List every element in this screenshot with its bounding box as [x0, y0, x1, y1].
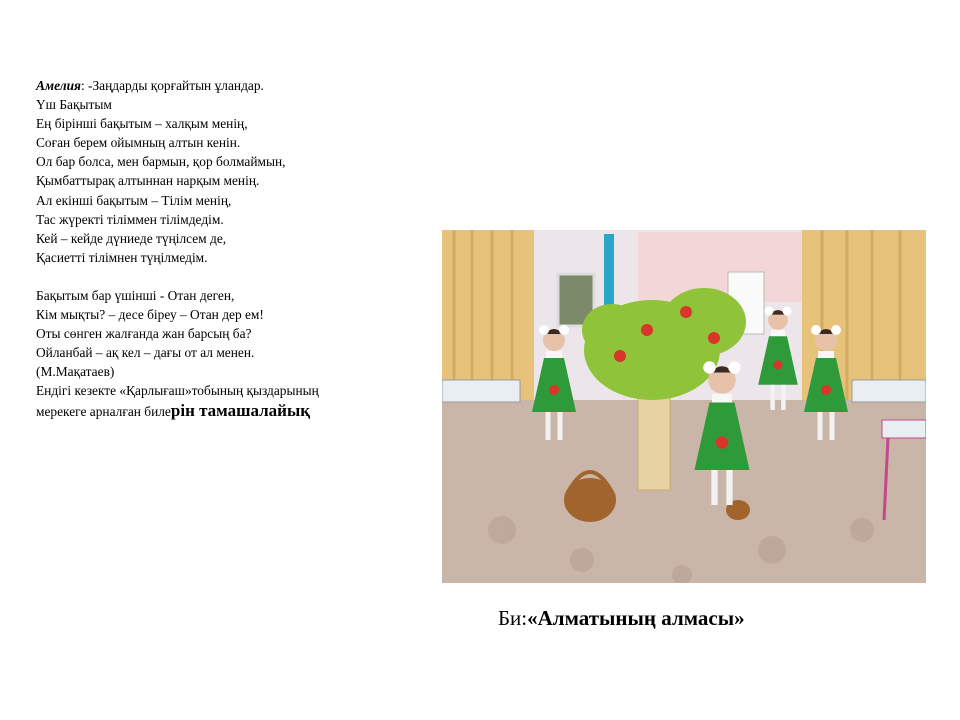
photo-illustration	[442, 230, 926, 583]
poem-line: Оты сөнген жалғанда жан барсың ба?	[36, 326, 252, 342]
poem-line: Ендігі кезекте «Қарлығаш»тобының қыздарының	[36, 383, 319, 399]
poem-line: Ал екінші бақытым – Тілім менің,	[36, 192, 232, 208]
poem-line: Ойланбай – ақ кел – дағы от ал менен.	[36, 345, 255, 361]
poem-line: Қымбаттырақ алтыннан нарқым менің.	[36, 173, 260, 189]
carpet	[442, 400, 926, 583]
poem-line: Соған берем ойымның алтын кенін.	[36, 135, 241, 151]
poem-line: Қасиетті тілімнен түңілмедім.	[36, 249, 208, 265]
caption-title: «Алматының алмасы»	[527, 606, 745, 630]
desk-right-front	[882, 420, 926, 438]
poem-line: Бақытым бар үшінші - Отан деген,	[36, 287, 235, 303]
poem-line-speaker	[36, 76, 416, 95]
last-line-small: мерекеге арналған биле	[36, 403, 171, 419]
poem-stanza-2	[36, 286, 416, 401]
poem-line: Кім мықты? – десе біреу – Отан дер ем!	[36, 307, 264, 323]
poem-line-last	[36, 401, 416, 421]
poem-line: Тас жүректі тіліммен тілімдедім.	[36, 211, 224, 227]
poem-line: Ол бар болса, мен бармын, қор болмаймын,	[36, 154, 286, 170]
poem-line: (М.Мақатаев)	[36, 364, 115, 380]
poem-line: Ең бірінші бақытым – халқым менің,	[36, 116, 248, 132]
poem-stanza-1	[36, 95, 416, 267]
poem-line: Үш Бақытым	[36, 97, 112, 113]
stanza-gap	[36, 267, 416, 286]
dance-caption	[498, 606, 745, 631]
desk-left	[442, 380, 520, 402]
last-line-big: рін тамашалайық	[170, 400, 311, 420]
speaker-name: Амелия	[36, 78, 81, 93]
poem-text-block	[36, 76, 416, 421]
caption-label: Би:	[498, 606, 528, 630]
desk-right	[852, 380, 926, 402]
speaker-line-text: : -Заңдарды қорғайтын ұландар.	[80, 78, 264, 93]
poem-line: Кей – кейде дүниеде түңілсем де,	[36, 230, 227, 246]
dance-photo	[442, 230, 926, 583]
